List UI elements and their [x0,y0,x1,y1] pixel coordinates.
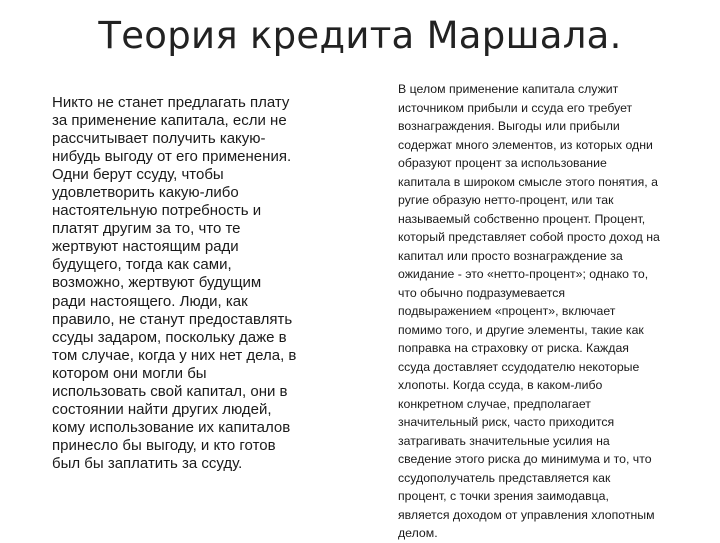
slide-title: Теория кредита Маршала. [98,14,622,57]
right-column-text: В целом применение капитала служит источником прибыли и ссуда его требует вознаграждения. Выгоды или прибыли содержат много элементов, из которых одни образуют процент за использование капитала в широком смысле этого понятия, а ругие образую нетто-процент, или так называемый собственно процент. Процент, который представляет собой просто доход на капитал или просто вознаграждение за ожидание - это «нетто-процент»; однако то, что обычно подразумевается подвыражением «процент», включает помимо того, и другие элементы, такие как поправка на страховку от риска. Каждая ссуда доставляет ссудодателю некоторые хлопоты. Когда ссуда, в каком-либо конкретном случае, предполагает значительный риск, часто приходится затрагивать значительные усилия на сведение этого риска до минимума и то, что ссудополучатель представляется как процент, с точки зрения заимодавца, является доходом от управления хлопотным делом. [398,82,660,540]
left-column-text: Никто не станет предлагать плату за применение капитала, если не рассчитывает получить какую- нибудь выгоду от его применения. Одни берут ссуду, чтобы удовлетворить какую-либо настоятельную потребность и платят другим за то, что те жертвуют настоящим ради будущего, тогда как сами, возможно, жертвуют будущим ради настоящего. Люди, как правило, не станут предоставлять ссуды задаром, поскольку даже в том случае, когда у них нет дела, в котором они могли бы использовать свой капитал, они в состоянии найти других людей, кому использование их капиталов принесло бы выгоду, и кто готов был бы заплатить за ссуду. [52,94,297,472]
